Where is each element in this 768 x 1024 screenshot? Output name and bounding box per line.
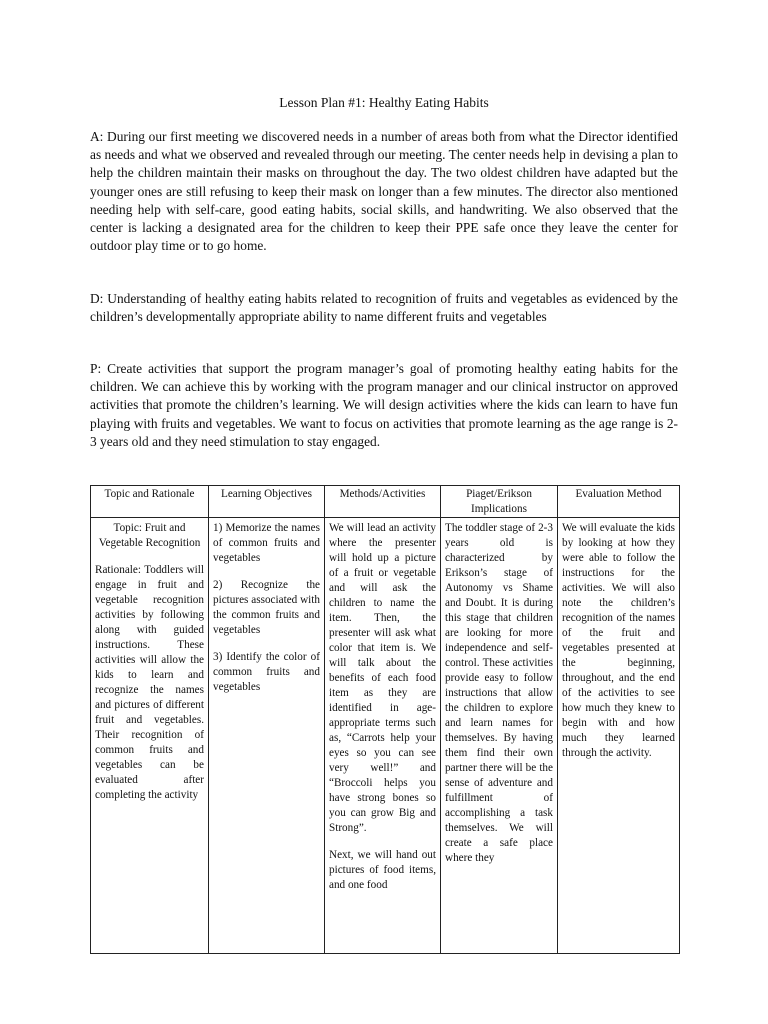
cell-learning-objectives xyxy=(209,518,325,954)
document-title: Lesson Plan #1: Healthy Eating Habits xyxy=(279,95,489,110)
cell-topic-rationale xyxy=(91,518,209,954)
topic-rationale: Rationale: Toddlers will engage in fruit and vegetable recognition activities by following along with guided instructions. These activities will allow the kids to learn and recognize the names and pictures of different fruit and vegetables. Their recognition of common fruits and vegetables can be evaluated after completing the activity xyxy=(95,564,204,801)
piaget-text: The toddler stage of 2-3 years old is characterized by Erikson’s stage of Autonomy vs Shame and Doubt. It is during this stage that children are looking for more independence and self-control. These activities provide easy to follow instructions that allow the children to explore and learn names for themselves. By having them find their own partner there will be the sense of adventure and fulfillment of accomplishing a task themselves. We will create a safe place where they xyxy=(445,522,553,864)
objective-item: 3) Identify the color of common fruits and vegetables xyxy=(213,651,320,693)
topic-title: Topic: Fruit and Vegetable Recognition xyxy=(98,522,201,549)
paragraph-assessment: A: During our first meeting we discovered needs in a number of areas both from what the Director identified as needs and what we observed and revealed through our meeting. The center needs help in devising a plan to help the children maintain their masks on throughout the day. The two oldest children have adapted but the younger ones are still refusing to keep their mask on longer than a few minutes. The director also mentioned needing help with self-care, good eating habits, social skills, and handwriting. We also observed that the center is lacking a designated area for the children to keep their PPE safe once they leave the center for outdoor play time or to go home. xyxy=(90,129,678,254)
objective-item: 1) Memorize the names of common fruits and vegetables xyxy=(213,522,320,564)
method-paragraph: Next, we will hand out pictures of food items, and one food xyxy=(329,849,436,891)
cell-methods-activities xyxy=(325,518,441,954)
lesson-plan-table xyxy=(90,485,680,954)
header-methods-activities: Methods/Activities xyxy=(325,486,441,518)
header-topic-rationale: Topic and Rationale xyxy=(91,486,209,518)
header-evaluation-method: Evaluation Method xyxy=(558,486,680,518)
paragraph-diagnosis: D: Understanding of healthy eating habits related to recognition of fruits and vegetables as evidenced by the children’s developmentally appropriate ability to name different fruits and vegetables xyxy=(90,291,678,325)
cell-piaget-erikson xyxy=(441,518,558,954)
header-learning-objectives: Learning Objectives xyxy=(209,486,325,518)
objective-item: 2) Recognize the pictures associated with the common fruits and vegetables xyxy=(213,579,320,636)
header-piaget-erikson: Piaget/Erikson Implications xyxy=(441,486,558,518)
method-paragraph: We will lead an activity where the presenter will hold up a picture of a fruit or vegetable and will ask the children to name the item. Then, the presenter will ask what color that item is. We will talk about the benefits of each food item as they are identified in age-appropriate terms such as, “Carrots help your eyes so you can see very well!” and “Broccoli helps you have strong bones so you can grow Big and Strong”. xyxy=(329,522,436,834)
cell-evaluation-method xyxy=(558,518,680,954)
table-header-row xyxy=(91,486,680,518)
paragraph-plan: P: Create activities that support the program manager’s goal of promoting healthy eating habits for the children. We can achieve this by working with the program manager and our clinical instructor on approved activities that promote the children’s learning. We will design activities where the kids can learn to have fun playing with fruits and vegetables. We want to focus on activities that promote learning as the age range is 2-3 years old and they need stimulation to stay engaged. xyxy=(90,361,678,449)
evaluation-text: We will evaluate the kids by looking at how they were able to follow the instructions for the activities. We will also note the children’s recognition of the names of the fruit and vegetables presented at the beginning, throughout, and the end of the activities to see how much they knew to begin with and how much they learned through the activity. xyxy=(562,522,675,759)
table-row xyxy=(91,518,680,954)
